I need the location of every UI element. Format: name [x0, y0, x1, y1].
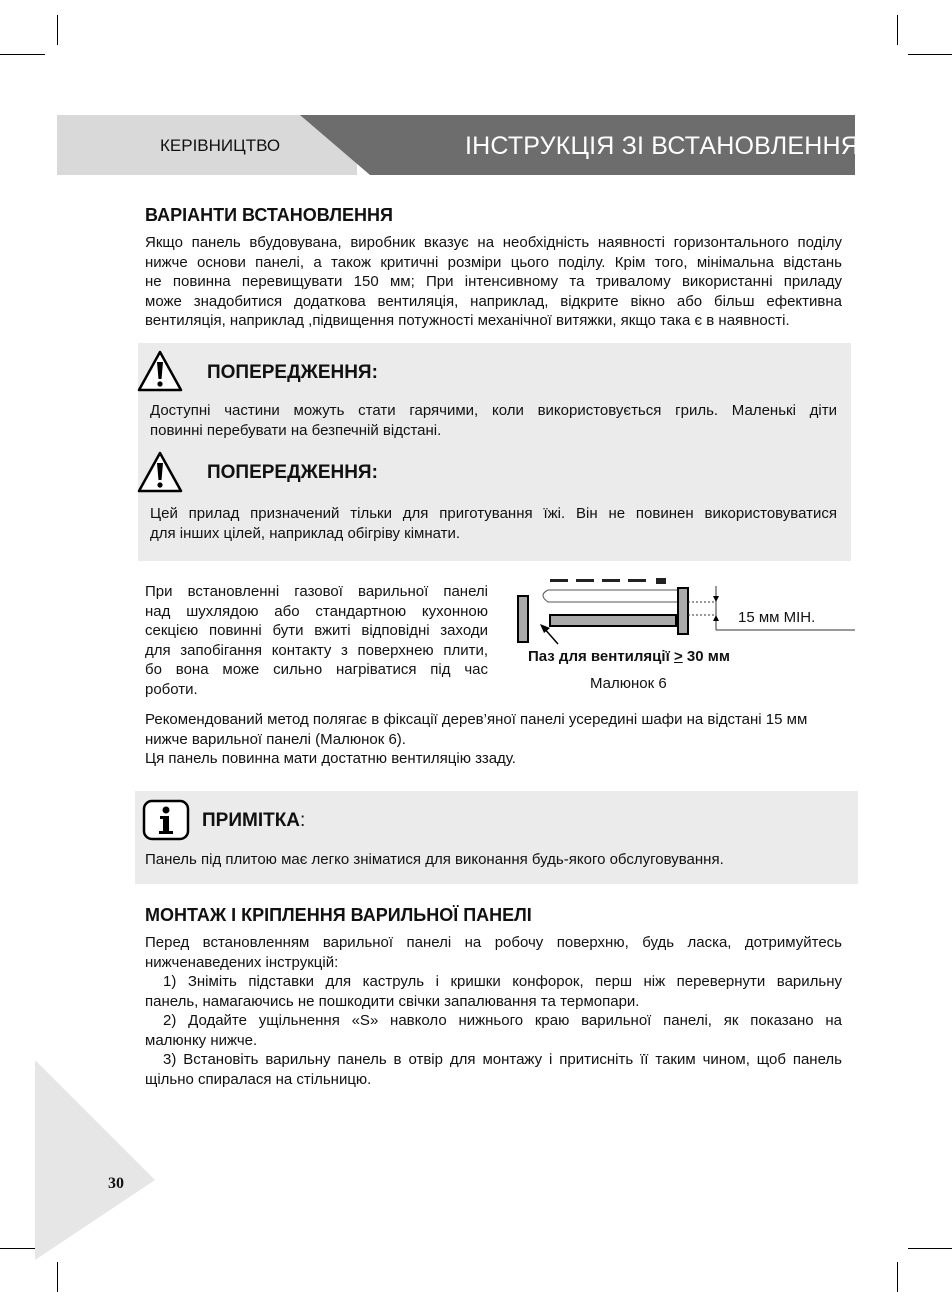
- text-line: над шухлядою або стандартною кухонною: [145, 602, 488, 620]
- figure-caption: Малюнок 6: [590, 675, 667, 692]
- text-line: щільно спиралася на стільницю.: [145, 1070, 372, 1088]
- section-title-mounting: МОНТАЖ І КРІПЛЕННЯ ВАРИЛЬНОЇ ПАНЕЛІ: [145, 905, 532, 925]
- install-precaution-paragraph: [145, 582, 488, 699]
- vent-slot-symbol: >: [673, 648, 683, 665]
- step-line: 3) Встановіть варильну панель в отвір для монтажу і притисніть її таким чином, щоб панель: [163, 1051, 842, 1068]
- text-line: Ця панель повинна мати достатню вентиляцію ззаду.: [145, 750, 516, 767]
- text-line: секцією повинні бути вжиті відповідні заходи: [145, 622, 488, 639]
- wooden-panel: [550, 615, 676, 626]
- note-box: [135, 791, 858, 884]
- note-title-text: ПРИМІТКА: [202, 810, 301, 831]
- text-line: Перед встановленням варильної панелі на робочу поверхню, будь ласка, дотримуйтесь: [145, 934, 842, 951]
- text-line: панель, намагаючись не пошкодити свічки запалювання та термопари.: [145, 992, 640, 1010]
- warning-title: ПОПЕРЕДЖЕННЯ:: [207, 462, 378, 483]
- crop-mark: [897, 15, 898, 45]
- text-line: Рекомендований метод полягає в фіксації дерев’яної панелі усередині шафи на відстані 15 мм: [145, 711, 808, 728]
- text-line: вентиляція, наприклад ,підвищення потужності механічної витяжки, якщо така є в наявності.: [145, 312, 790, 329]
- crop-mark: [0, 54, 45, 55]
- note-title-colon: :: [300, 810, 306, 831]
- text-line: для інших цілей, наприклад обігріву кімнати.: [150, 525, 461, 542]
- crop-mark: [908, 54, 952, 55]
- crop-mark: [908, 1248, 952, 1249]
- text-line: нижченаведених інструкцій:: [145, 953, 339, 971]
- recommend-paragraph: [145, 710, 807, 769]
- vent-slot-prefix: Паз для вентиляції: [528, 648, 670, 665]
- text-line: роботи.: [145, 680, 198, 698]
- info-icon: [142, 799, 190, 841]
- text-line: Якщо панель вбудовувана, виробник вказує на необхідність наявності горизонтального поділу: [145, 234, 842, 251]
- text-line: нижче основи панелі, а також критичні розміри цього поділу. Крім того, мінімальна відстань: [145, 253, 842, 271]
- text-line: нижче варильної панелі (Малюнок 6).: [145, 730, 406, 748]
- text-line: малюнку нижче.: [145, 1031, 258, 1049]
- step-line: 1) Зніміть підставки для каструль і кришки конфорок, перш ніж перевернути варильну: [163, 973, 842, 990]
- left-cabinet-side: [518, 596, 528, 642]
- crop-mark: [897, 1262, 898, 1292]
- text-line: повинні перебувати на безпечній відстані.: [150, 422, 442, 439]
- warning-title: ПОПЕРЕДЖЕННЯ:: [207, 362, 378, 383]
- install-options-paragraph: [145, 233, 842, 331]
- distance-label: 15 мм МІН.: [738, 609, 816, 626]
- text-line: може знадобитися додаткова вентиляція, наприклад, відкрите вікно або більш ефективна: [145, 292, 842, 310]
- text-line: бо вона може сильно нагріватися під час: [145, 661, 488, 678]
- text-line: Доступні частини можуть стати гарячими, коли використовується гриль. Маленькі діти: [150, 402, 837, 419]
- header-section-title: ІНСТРУКЦІЯ ЗІ ВСТАНОВЛЕННЯ: [465, 132, 860, 160]
- crop-mark: [57, 1262, 58, 1292]
- footer-corner-shape: [35, 1060, 155, 1260]
- text-line: не повинна перевищувати 150 мм; При інтенсивному та тривалому використанні приладу: [145, 273, 842, 290]
- page-number: 30: [108, 1175, 124, 1192]
- vent-slot-value: 30 мм: [686, 648, 730, 665]
- step-line: 2) Додайте ущільнення «S» навколо нижнього краю варильної панелі, як показано на: [163, 1012, 842, 1029]
- text-line: Цей прилад призначений тільки для приготування їжі. Він не повинен використовуватися: [150, 505, 837, 522]
- right-cabinet-side: [678, 588, 688, 634]
- warning-text: [150, 401, 837, 441]
- crop-mark: [57, 15, 58, 45]
- warning-triangle-icon: [136, 348, 184, 394]
- warning-triangle-icon: [136, 449, 184, 495]
- note-text: Панель під плитою має легко зніматися для виконання будь-якого обслуговування.: [145, 851, 724, 868]
- text-line: При встановленні газової варильної панелі: [145, 583, 488, 600]
- vent-slot-label: [528, 648, 730, 665]
- mounting-paragraph: [145, 933, 842, 1089]
- hob-outline: [543, 590, 682, 602]
- text-line: для запобігання контакту з поверхнею плити,: [145, 641, 488, 659]
- note-title: [202, 810, 305, 832]
- hob-top-dashes: [550, 578, 666, 584]
- header-manual-label: КЕРІВНИЦТВО: [160, 136, 281, 155]
- warning-text: [150, 504, 837, 544]
- section-title-install-options: ВАРІАНТИ ВСТАНОВЛЕННЯ: [145, 205, 393, 225]
